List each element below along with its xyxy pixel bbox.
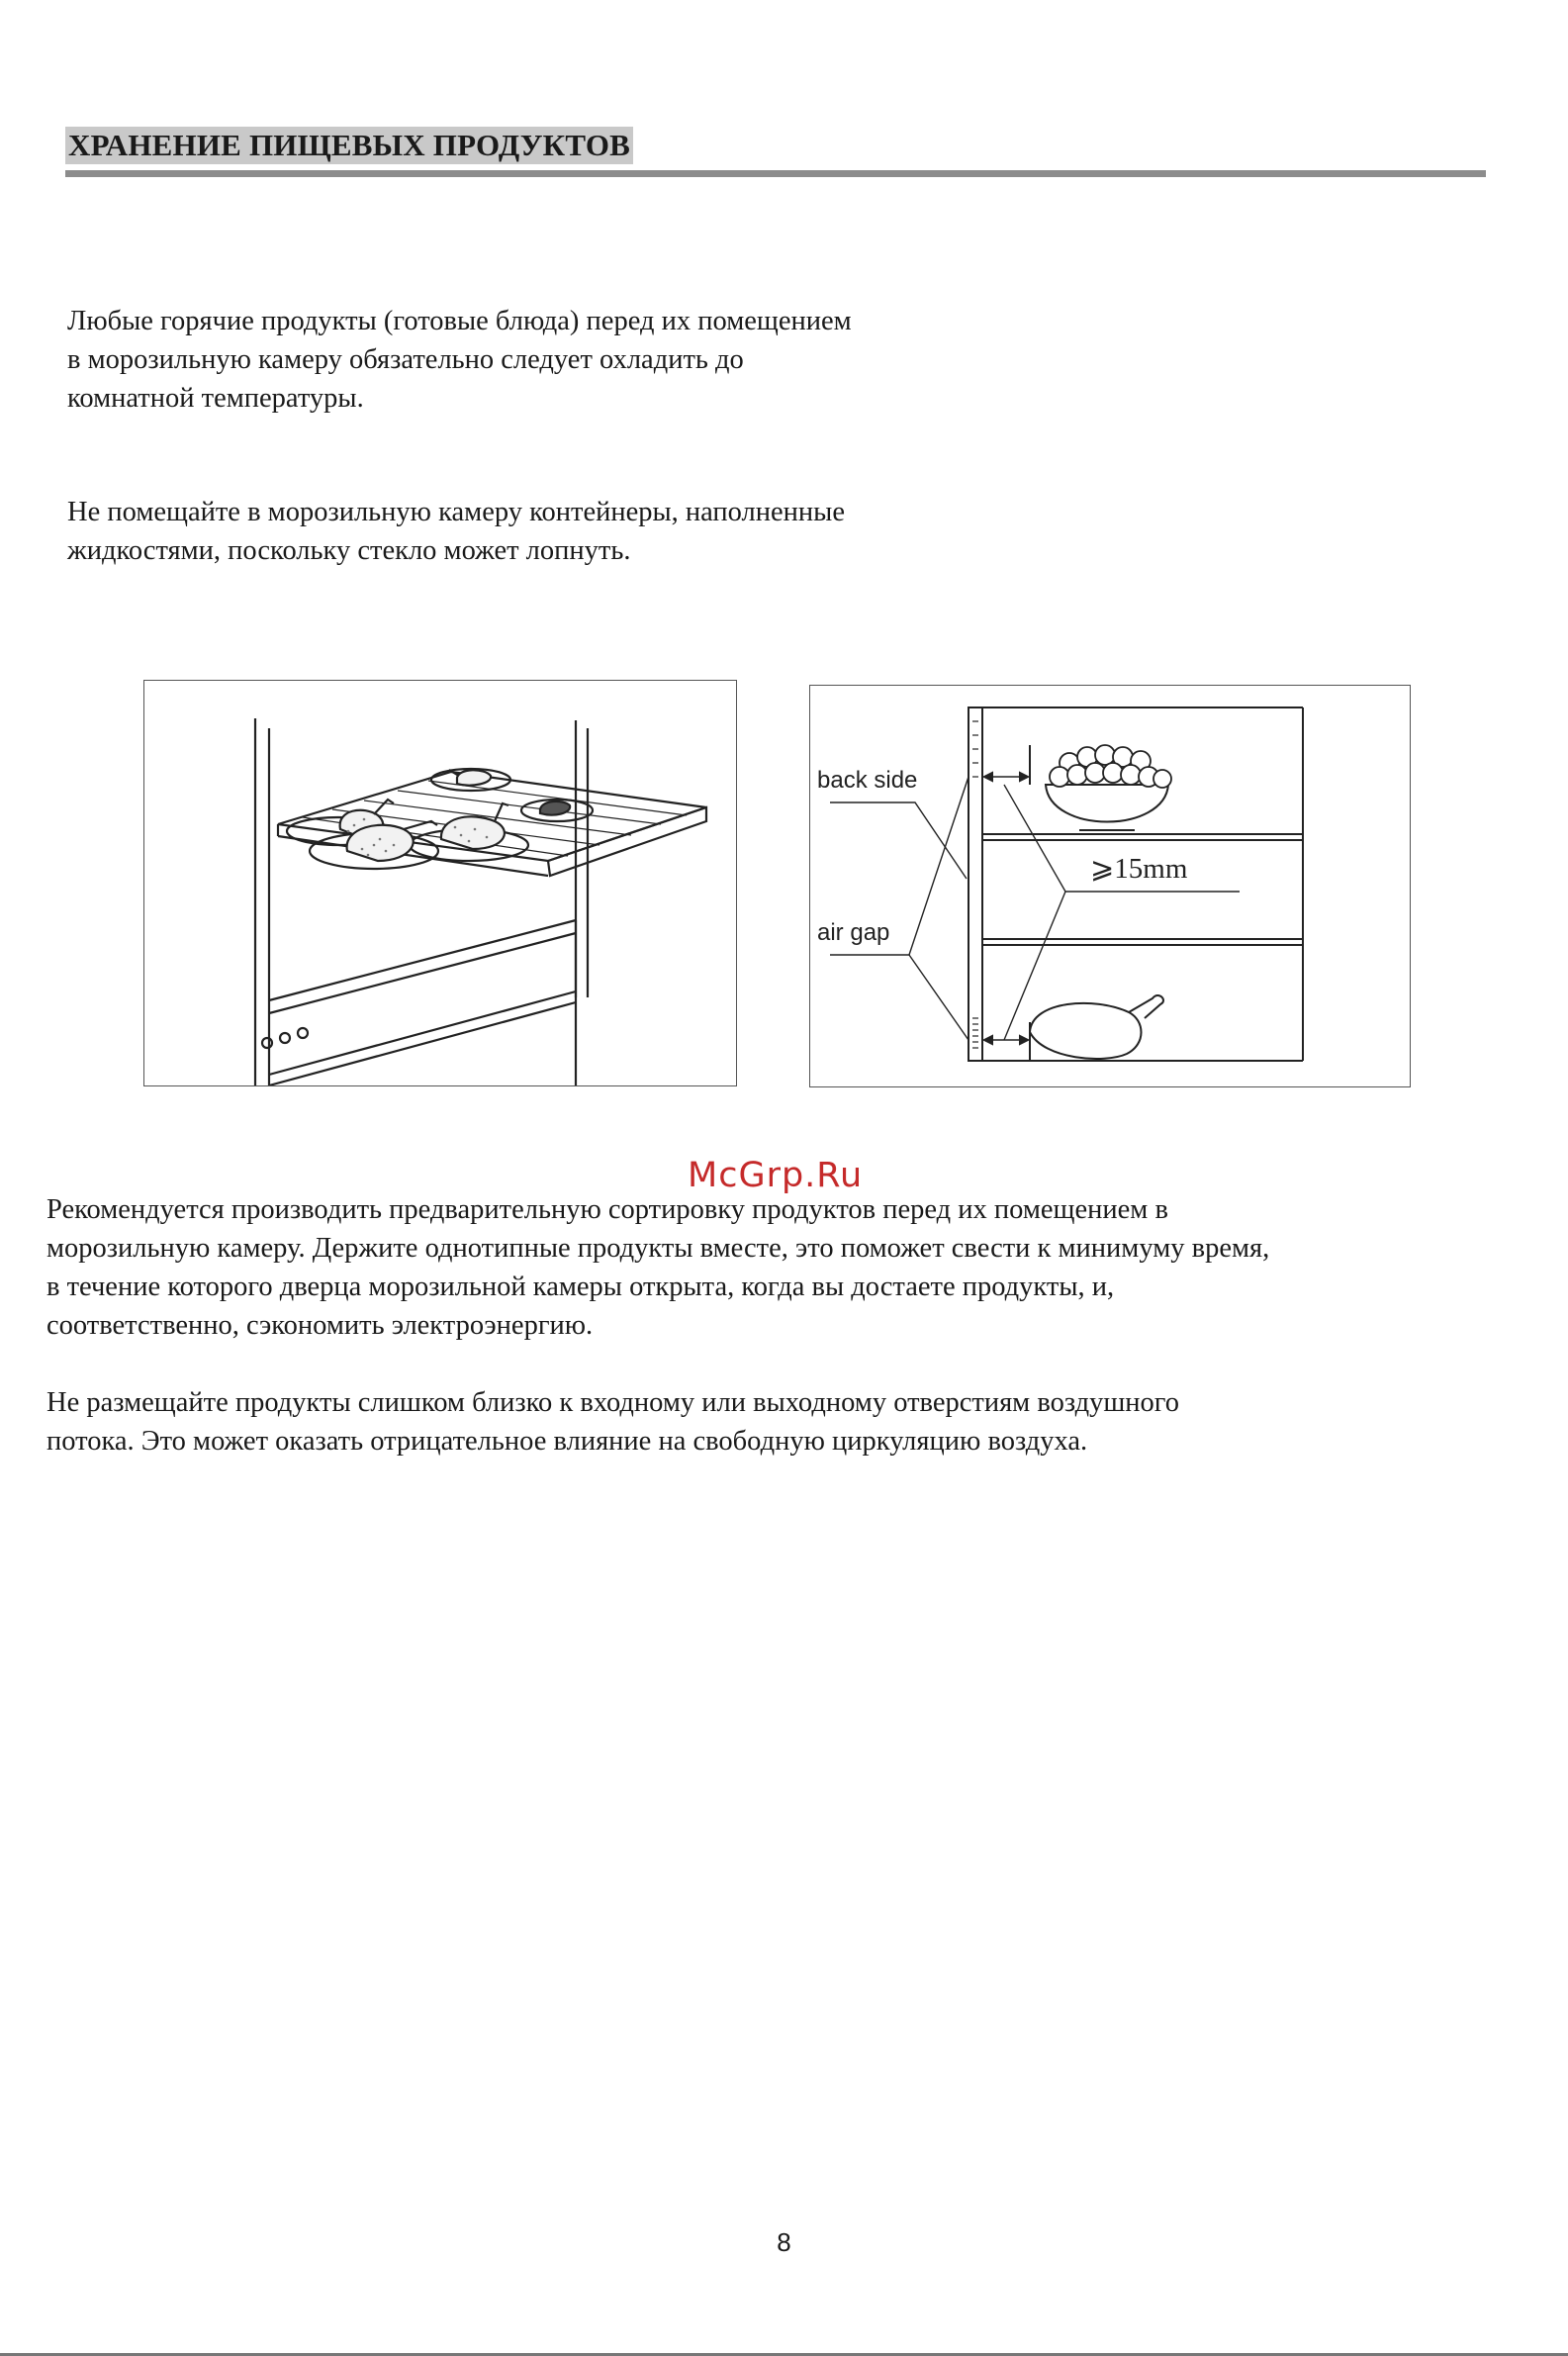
paragraph-line: Рекомендуется производить предварительную сортировку продуктов перед их помещением в xyxy=(46,1194,1168,1225)
back-side-label: back side xyxy=(817,767,918,794)
paragraph-line: Не размещайте продукты слишком близко к входному или выходному отверстиям воздушного xyxy=(46,1387,1180,1418)
paragraph-line: в морозильную камеру обязательно следует охладить до xyxy=(67,344,744,375)
paragraph-line: морозильную камеру. Держите однотипные продукты вместе, это поможет свести к минимуму время, xyxy=(46,1233,1270,1264)
watermark: McGrp.Ru xyxy=(688,1156,864,1195)
freezer-shelf-illustration xyxy=(144,681,736,1085)
page-title: ХРАНЕНИЕ ПИЩЕВЫХ ПРОДУКТОВ xyxy=(65,127,633,164)
gap-dimension-label: ⩾15mm xyxy=(1090,853,1188,885)
figure-freezer-shelf xyxy=(143,680,737,1086)
paragraph-line: комнатной температуры. xyxy=(67,383,364,414)
air-gap-illustration xyxy=(810,686,1410,1086)
paragraph-line: Любые горячие продукты (готовые блюда) перед их помещением xyxy=(67,306,852,336)
paragraph-sorting xyxy=(46,1190,1550,1345)
title-underline xyxy=(65,170,1486,177)
paragraph-line: Не помещайте в морозильную камеру контейнеры, наполненные xyxy=(67,497,845,527)
page-number: 8 xyxy=(777,2227,791,2257)
paragraph-airflow xyxy=(46,1383,1530,1461)
paragraph-line: потока. Это может оказать отрицательное влияние на свободную циркуляцию воздуха. xyxy=(46,1426,1088,1457)
paragraph-line: в течение которого дверца морозильной камеры открыта, когда вы достаете продукты, и, xyxy=(46,1272,1115,1302)
paragraph-cooling xyxy=(67,302,1057,418)
air-gap-label: air gap xyxy=(817,919,890,946)
paragraph-line: жидкостями, поскольку стекло может лопнуть. xyxy=(67,535,631,566)
paragraph-line: соответственно, сэкономить электроэнергию. xyxy=(46,1310,594,1341)
paragraph-liquids xyxy=(67,493,1057,570)
figure-air-gap xyxy=(809,685,1411,1087)
